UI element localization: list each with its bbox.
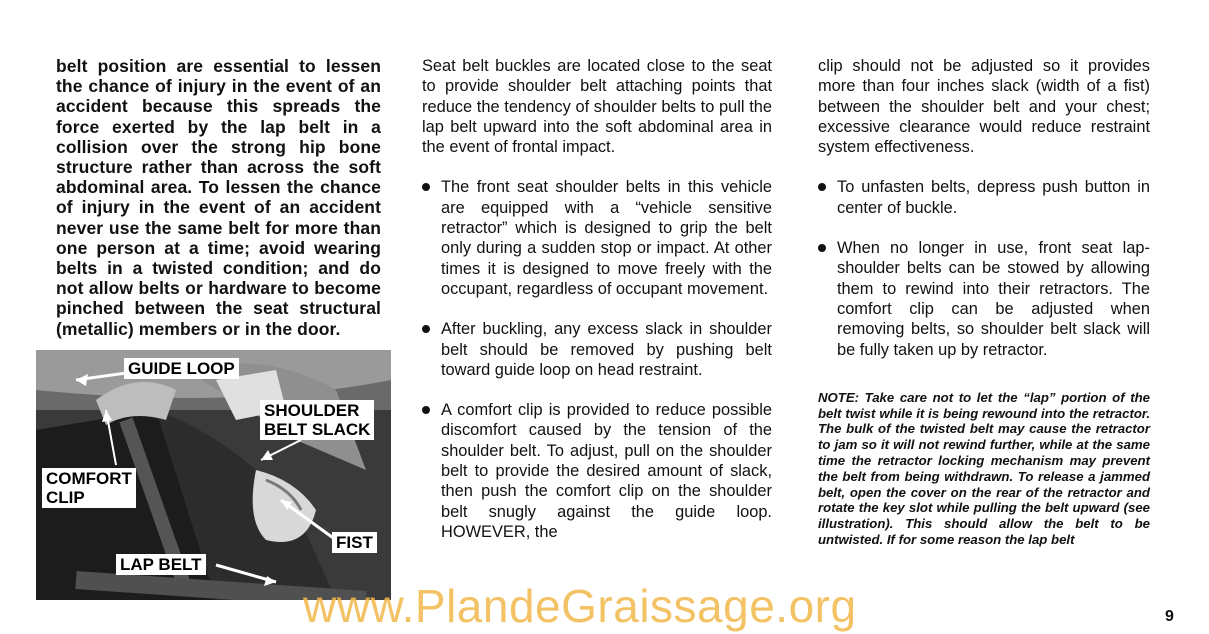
bullet-text: When no longer in use, front seat lap-shoulder belts can be stowed by allowing them to rewind into their retractors. The comfort clip can be adjusted when removing belts, so shoulder belt slack will be fully taken up by retractor. [837, 239, 1150, 359]
bullet-item [818, 238, 1150, 360]
shoulder-label-line2: BELT SLACK [264, 420, 371, 439]
bullet-text: The front seat shoulder belts in this vehicle are equipped with a “vehicle sensitive retractor” which is designed to grip the belt only during a sudden stop or impact. At other times it is designed to move freely with the occupant, regardless of occupant movement. [441, 178, 772, 298]
guide-loop-label: GUIDE LOOP [124, 358, 239, 379]
column-3 [818, 56, 1150, 548]
comfort-clip-label [42, 468, 136, 508]
watermark: www.PlandeGraissage.org [303, 580, 857, 632]
fist-label: FIST [332, 532, 377, 553]
bullet-item [422, 400, 772, 542]
comfort-label-line1: COMFORT [46, 469, 132, 488]
bullet-icon [422, 183, 430, 191]
column-1 [56, 56, 381, 339]
column-2-intro: Seat belt buckles are located close to the seat to provide shoulder belt attaching points that reduce the tendency of shoulder belts to pull the lap belt upward into the soft abdominal area in the event of frontal impact. [422, 57, 772, 157]
bullet-icon [818, 244, 826, 252]
bullet-icon [422, 406, 430, 414]
bullet-icon [422, 325, 430, 333]
comfort-label-line2: CLIP [46, 488, 85, 507]
bullet-item [422, 177, 772, 299]
bullet-item [818, 177, 1150, 218]
note-paragraph: NOTE: Take care not to let the “lap” portion of the belt twist while it is being rewound into the retractor. The bulk of the twisted belt may cause the retractor to jam so it will not rewind further, while at the same time the retractor locking mechanism may prevent the belt from being withdrawn. To release a jammed belt, open the cover on the rear of the retractor and rotate the key slot while pulling the belt upward (see illustration). This should allow the belt to be untwisted. If for some reason the lap belt [818, 389, 1150, 548]
bullet-item [422, 319, 772, 380]
shoulder-label-line1: SHOULDER [264, 401, 360, 420]
column-2 [422, 56, 772, 542]
bullet-icon [818, 183, 826, 191]
lap-belt-label: LAP BELT [116, 554, 206, 575]
bullet-text: After buckling, any excess slack in shoulder belt should be removed by pushing belt toward guide loop on head restraint. [441, 320, 772, 379]
shoulder-belt-slack-label [260, 400, 374, 440]
column-3-intro: clip should not be adjusted so it provides more than four inches slack (width of a fist) between the shoulder belt and your chest; excessive clearance would reduce restraint system effectiveness. [818, 57, 1150, 157]
bullet-text: A comfort clip is provided to reduce possible discomfort caused by the tension of the shoulder belt. To adjust, pull on the shoulder belt to provide the desired amount of slack, then push the comfort clip on the shoulder belt snugly against the guide loop. HOWEVER, the [441, 401, 772, 541]
page-number: 9 [1165, 608, 1174, 625]
column-1-paragraph: belt position are essential to lessen the chance of injury in the event of an accident because this spreads the force exerted by the lap belt in a collision over the strong hip bone structure rather than across the soft abdominal area. To lessen the chance of injury in the event of an accident never use the same belt for more than one person at a time; avoid wearing belts in a twisted condition; and do not allow belts or hardware to become pinched between the seat structural (metallic) members or in the door. [56, 56, 381, 339]
seat-belt-photo [36, 350, 391, 600]
bullet-text: To unfasten belts, depress push button in center of buckle. [837, 178, 1150, 217]
